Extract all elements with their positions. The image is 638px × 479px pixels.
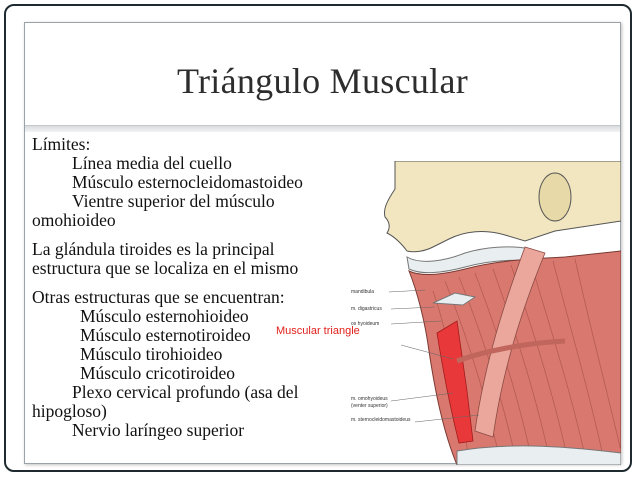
text-line: Músculo esternohioideo [80, 306, 249, 326]
text-line: Plexo cervical profundo (asa del [72, 382, 299, 402]
text-line: Otras estructuras que se encuentran: [32, 287, 285, 307]
text-line: Nervio laríngeo superior [72, 420, 245, 440]
muscular-triangle-label: Muscular triangle [276, 325, 360, 337]
text-line: Músculo tirohioideo [80, 344, 223, 364]
text-line: Músculo esternocleidomastoideo [72, 172, 303, 192]
head-skin [384, 161, 621, 252]
text-line: hipogloso) [32, 401, 107, 421]
slide-content-frame [24, 22, 621, 464]
label-mandibula: mandibula [351, 289, 375, 295]
label-omohyoideus: m. omohyoideus [351, 396, 388, 402]
text-line: Límites: [32, 134, 91, 154]
text-line: Vientre superior del músculo [72, 191, 275, 211]
text-line: estructura que se localiza en el mismo [32, 258, 299, 278]
text-line: Músculo cricotiroideo [80, 363, 236, 383]
title-divider [25, 125, 620, 132]
label-sternocleidomastoideus: m. sternocleidomastoideus [351, 417, 411, 423]
slide-outer-frame [4, 4, 632, 472]
text-line: omohioideo [32, 210, 116, 230]
text-line: Línea media del cuello [72, 153, 232, 173]
slide-title: Triángulo Muscular [176, 61, 469, 101]
slide-body-text [32, 135, 362, 440]
ear [539, 173, 571, 221]
text-line: Músculo esternotiroideo [80, 325, 251, 345]
label-venter-superior: (venter superior) [351, 403, 388, 409]
text-line: La glándula tiroides es la principal [32, 239, 275, 259]
label-digastricus: m. digastricus [351, 306, 382, 312]
label-hyoideum: os hyoideum [351, 321, 380, 327]
